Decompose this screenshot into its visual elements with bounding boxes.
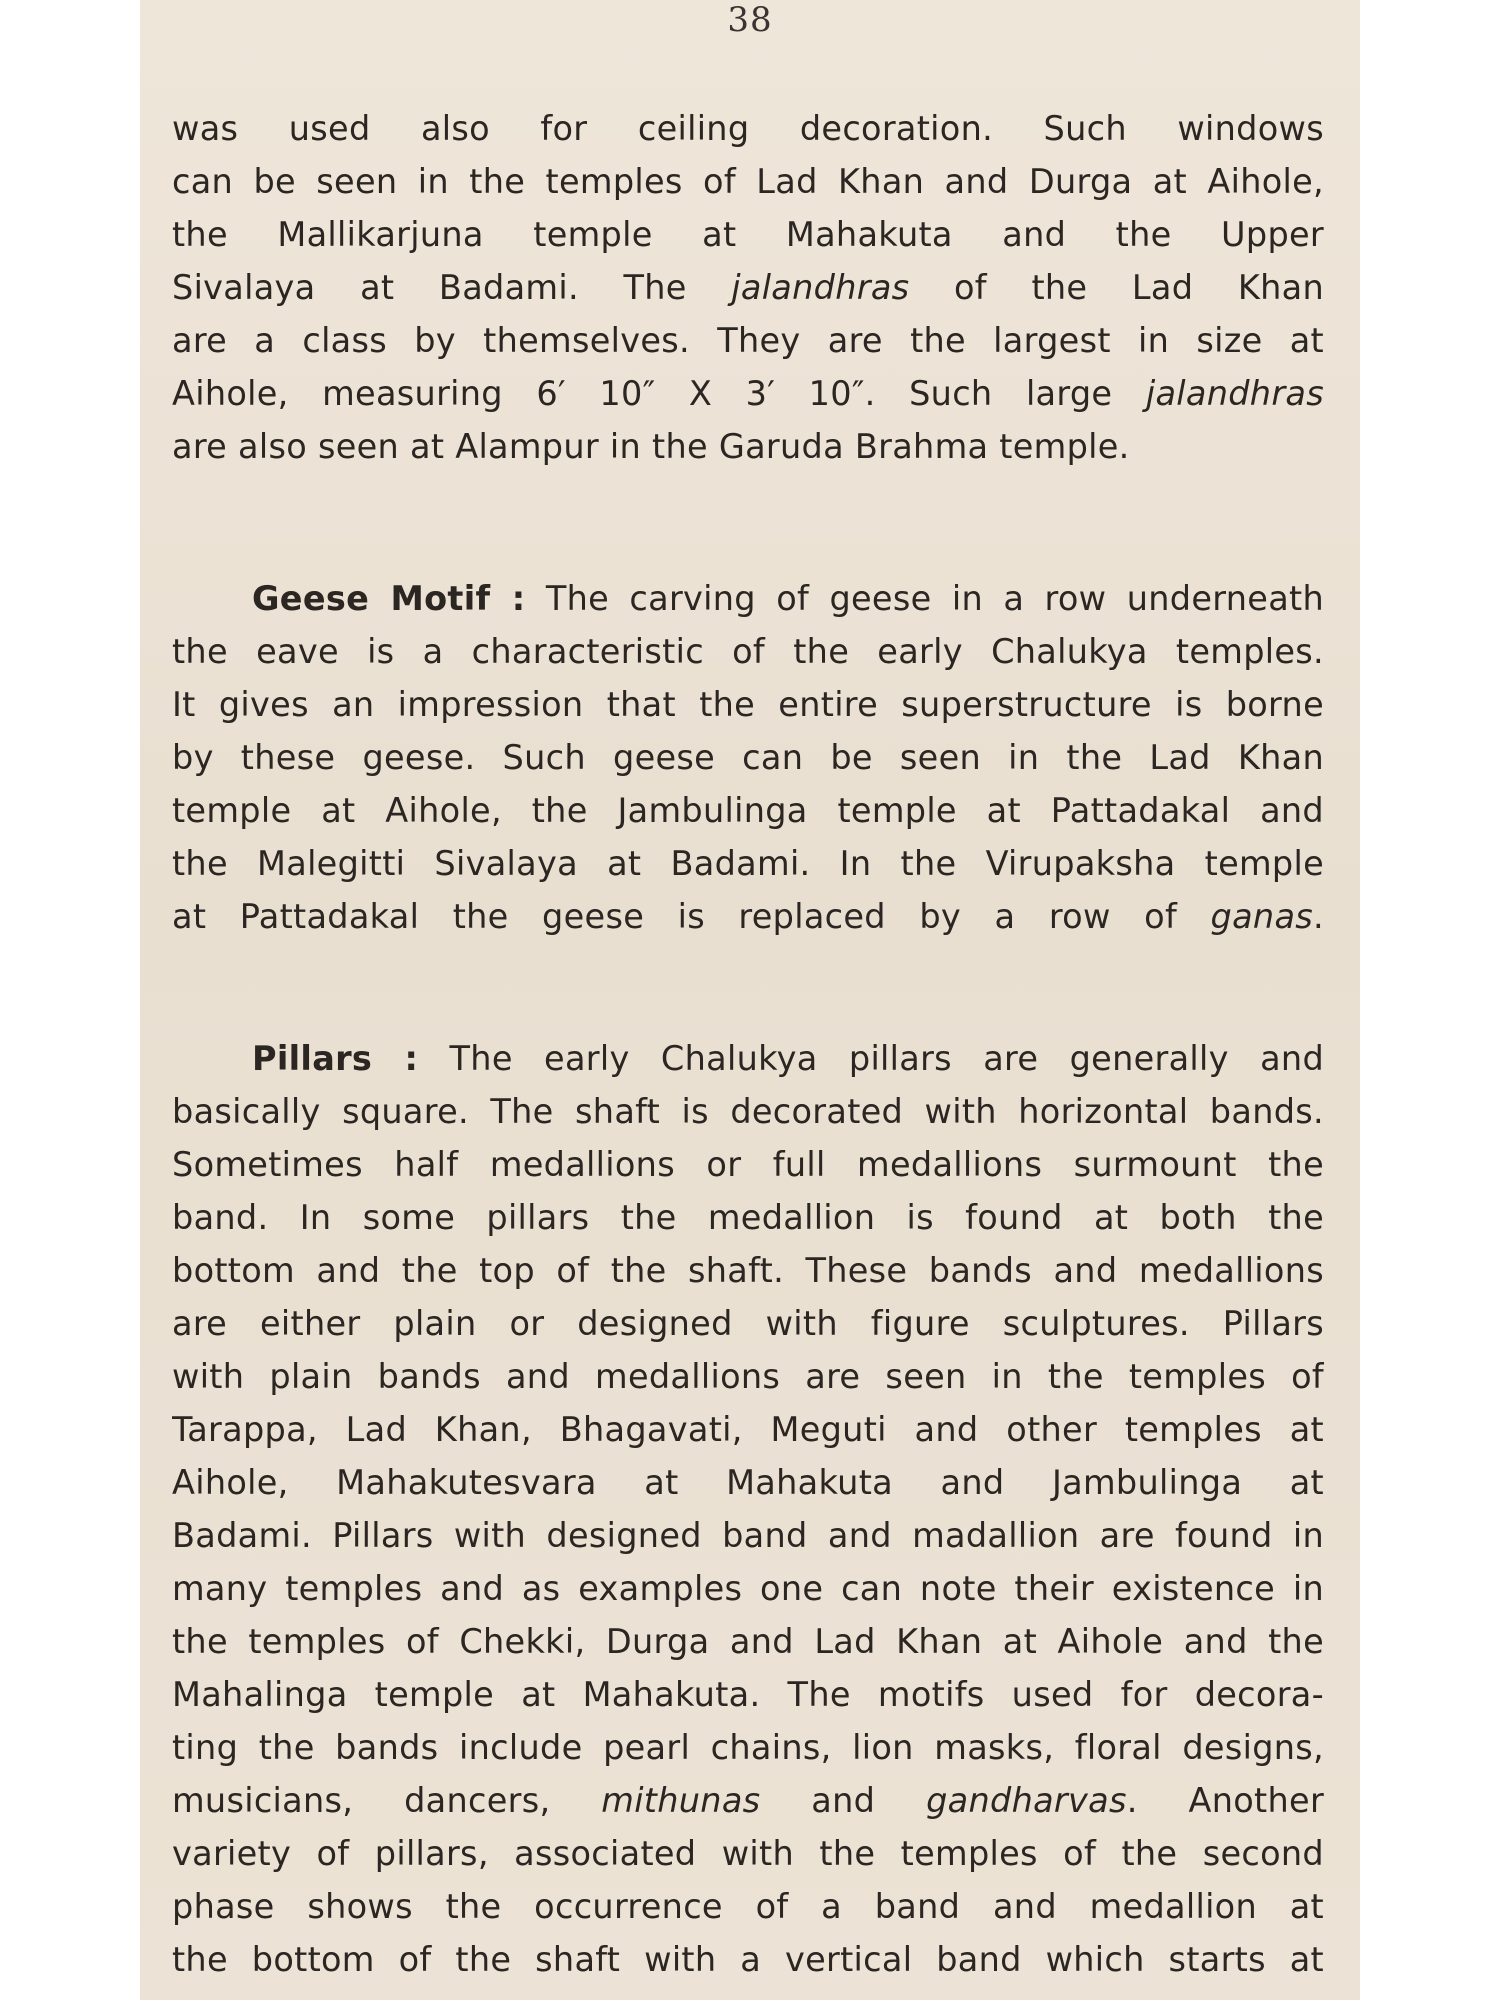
text-line: Tarappa, Lad Khan, Bhagavati, Meguti and other temples at (172, 1410, 1324, 1449)
text-line: can be seen in the temples of Lad Khan and Durga at Aihole, (172, 162, 1324, 201)
page-number: 38 (727, 0, 773, 40)
text-segment: The early Chalukya pillars are generally and (449, 1039, 1324, 1078)
paragraph-pillars (172, 1032, 1324, 1986)
text-segment: Aihole, measuring 6′ 10″ X 3′ 10″. Such large (172, 374, 1113, 413)
text-line: ting the bands include pearl chains, lion masks, floral designs, (172, 1728, 1324, 1767)
section-heading: Pillars : (252, 1039, 419, 1078)
text-segment: of the Lad Khan (954, 268, 1324, 307)
italic-term: gandharvas (926, 1781, 1127, 1820)
text-line: are either plain or designed with figure sculptures. Pillars (172, 1304, 1324, 1343)
text-segment: at Pattadakal the geese is replaced by a row of (172, 897, 1178, 936)
text-line (172, 1774, 1324, 1827)
italic-term: ganas (1210, 897, 1314, 936)
italic-term: jalandhras (1145, 374, 1324, 413)
text-line: with plain bands and medallions are seen in the temples of (172, 1357, 1324, 1396)
text-segment: musicians, dancers, (172, 1781, 551, 1820)
italic-term: mithunas (601, 1781, 761, 1820)
text-line: the eave is a characteristic of the early Chalukya temples. (172, 632, 1324, 671)
paragraph-windows (172, 102, 1324, 473)
text-line (172, 890, 1324, 943)
text-line: are also seen at Alampur in the Garuda Brahma temple. (172, 427, 1130, 466)
text-segment: The carving of geese in a row underneath (545, 579, 1324, 618)
text-line: Aihole, Mahakutesvara at Mahakuta and Jambulinga at (172, 1463, 1324, 1502)
text-segment: Sivalaya at Badami. The (172, 268, 687, 307)
text-segment: . Another (1126, 1781, 1324, 1820)
text-line: bottom and the top of the shaft. These bands and medallions (172, 1251, 1324, 1290)
text-line: basically square. The shaft is decorated with horizontal bands. (172, 1092, 1324, 1131)
text-line: are a class by themselves. They are the largest in size at (172, 321, 1324, 360)
italic-term: jalandhras (731, 268, 910, 307)
text-line: the bottom of the shaft with a vertical band which starts at (172, 1940, 1324, 1979)
text-line (172, 261, 1324, 314)
text-line: It gives an impression that the entire superstructure is borne (172, 685, 1324, 724)
text-line: the temples of Chekki, Durga and Lad Khan at Aihole and the (172, 1622, 1324, 1661)
document-page (140, 0, 1360, 2000)
text-line (172, 572, 1324, 625)
text-line: many temples and as examples one can note their existence in (172, 1569, 1324, 1608)
text-line: was used also for ceiling decoration. Such windows (172, 109, 1324, 148)
text-line (172, 1032, 1324, 1085)
text-line: Sometimes half medallions or full medallions surmount the (172, 1145, 1324, 1184)
text-line: variety of pillars, associated with the temples of the second (172, 1834, 1324, 1873)
section-heading: Geese Motif : (252, 579, 526, 618)
text-line: Mahalinga temple at Mahakuta. The motifs used for decora- (172, 1675, 1324, 1714)
text-segment: and (811, 1781, 876, 1820)
text-line: Badami. Pillars with designed band and madallion are found in (172, 1516, 1324, 1555)
text-segment: . (1313, 897, 1324, 936)
text-line: by these geese. Such geese can be seen in the Lad Khan (172, 738, 1324, 777)
text-line: the Mallikarjuna temple at Mahakuta and the Upper (172, 215, 1324, 254)
text-line: band. In some pillars the medallion is found at both the (172, 1198, 1324, 1237)
text-line (172, 367, 1324, 420)
text-line: temple at Aihole, the Jambulinga temple at Pattadakal and (172, 791, 1324, 830)
text-line: the Malegitti Sivalaya at Badami. In the Virupaksha temple (172, 844, 1324, 883)
paragraph-geese-motif (172, 572, 1324, 943)
text-line: phase shows the occurrence of a band and medallion at (172, 1887, 1324, 1926)
